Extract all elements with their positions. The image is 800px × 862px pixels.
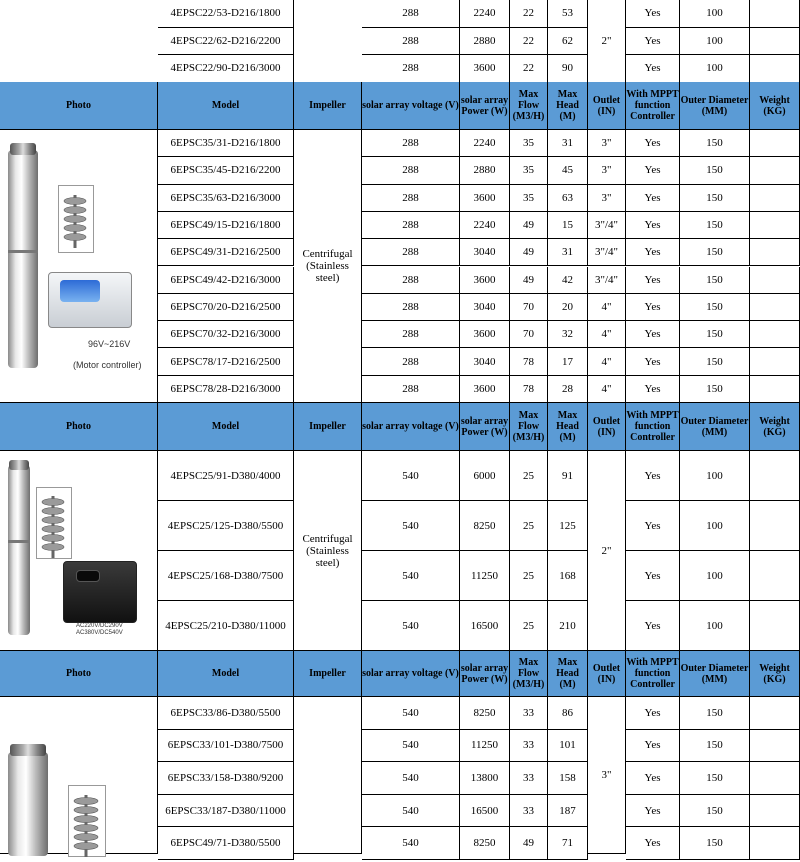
cell-model: 4EPSC25/91-D380/4000 xyxy=(158,451,294,501)
cell-power: 3600 xyxy=(460,321,510,348)
cell-power: 8250 xyxy=(460,827,510,860)
cell-weight xyxy=(750,551,800,601)
header-power: solar array Power (W) xyxy=(460,403,510,451)
cell-flow: 25 xyxy=(510,601,548,651)
cell-flow: 25 xyxy=(510,551,548,601)
cell-power: 3040 xyxy=(460,348,510,375)
header-power: solar array Power (W) xyxy=(460,651,510,697)
cell-weight xyxy=(750,601,800,651)
cell-diameter: 150 xyxy=(680,348,750,375)
cell-model: 6EPSC33/86-D380/5500 xyxy=(158,697,294,730)
cell-head: 15 xyxy=(548,212,588,239)
cell-power: 16500 xyxy=(460,601,510,651)
cell-weight xyxy=(750,795,800,828)
vfd-voltage-label: AC220V/DC290V AC380V/DC540V xyxy=(76,623,123,636)
cell-diameter: 150 xyxy=(680,130,750,157)
cell-flow: 49 xyxy=(510,239,548,266)
cell-diameter: 100 xyxy=(680,451,750,501)
cell-mppt: Yes xyxy=(626,451,680,501)
cell-voltage: 288 xyxy=(362,376,460,403)
cell-weight xyxy=(750,321,800,348)
cell-voltage: 540 xyxy=(362,730,460,763)
pump-image xyxy=(8,150,38,368)
cell-outlet: 3" xyxy=(588,130,626,157)
cell-head: 158 xyxy=(548,762,588,795)
header-voltage: solar array voltage (V) xyxy=(362,82,460,130)
cell-diameter: 150 xyxy=(680,321,750,348)
cell-model: 6EPSC49/71-D380/5500 xyxy=(158,827,294,860)
cell-model: 6EPSC70/32-D216/3000 xyxy=(158,321,294,348)
cell-head: 17 xyxy=(548,348,588,375)
cell-flow: 70 xyxy=(510,294,548,321)
cell-mppt: Yes xyxy=(626,157,680,184)
cell-diameter: 150 xyxy=(680,827,750,860)
pump-cap xyxy=(10,143,36,155)
cell-model: 6EPSC78/28-D216/3000 xyxy=(158,376,294,403)
cell-head: 32 xyxy=(548,321,588,348)
cell-power: 2880 xyxy=(460,28,510,56)
cell-mppt: Yes xyxy=(626,501,680,551)
cell-power: 3600 xyxy=(460,55,510,83)
header-mppt: With MPPT function Controller xyxy=(626,651,680,697)
cell-flow: 33 xyxy=(510,762,548,795)
cell-flow: 33 xyxy=(510,697,548,730)
cell-outlet: 3"/4" xyxy=(588,267,626,294)
cell-voltage: 288 xyxy=(362,267,460,294)
cell-head: 45 xyxy=(548,157,588,184)
photo-caption: (Motor controller) xyxy=(73,360,142,370)
cell-model: 4EPSC25/168-D380/7500 xyxy=(158,551,294,601)
cell-flow: 22 xyxy=(510,0,548,28)
cell-diameter: 100 xyxy=(680,55,750,83)
header-model: Model xyxy=(158,651,294,697)
controller-screen xyxy=(60,280,100,302)
cell-diameter: 150 xyxy=(680,212,750,239)
header-head: Max Head (M) xyxy=(548,403,588,451)
cell-flow: 25 xyxy=(510,501,548,551)
cell-diameter: 150 xyxy=(680,762,750,795)
cell-impeller: Centrifugal (Stainless steel) xyxy=(294,130,362,403)
cell-head: 90 xyxy=(548,55,588,83)
cell-head: 125 xyxy=(548,501,588,551)
cell-power: 3600 xyxy=(460,376,510,403)
header-weight: Weight (KG) xyxy=(750,403,800,451)
cell-head: 63 xyxy=(548,185,588,212)
cell-mppt: Yes xyxy=(626,321,680,348)
cell-power: 3040 xyxy=(460,239,510,266)
cell-flow: 49 xyxy=(510,827,548,860)
cell-mppt: Yes xyxy=(626,697,680,730)
cell-mppt: Yes xyxy=(626,212,680,239)
cell-diameter: 150 xyxy=(680,795,750,828)
header-voltage: solar array voltage (V) xyxy=(362,403,460,451)
cell-diameter: 150 xyxy=(680,697,750,730)
pump-band xyxy=(8,540,30,543)
cell-flow: 25 xyxy=(510,451,548,501)
cell-head: 210 xyxy=(548,601,588,651)
pump-image xyxy=(8,752,48,856)
header-flow: Max Flow (M3/H) xyxy=(510,82,548,130)
cell-power: 13800 xyxy=(460,762,510,795)
cell-diameter: 150 xyxy=(680,376,750,403)
cell-weight xyxy=(750,348,800,375)
cell-outlet: 4" xyxy=(588,348,626,375)
cell-voltage: 288 xyxy=(362,348,460,375)
cell-head: 62 xyxy=(548,28,588,56)
cell-outlet: 4" xyxy=(588,294,626,321)
cell-model: 6EPSC78/17-D216/2500 xyxy=(158,348,294,375)
cell-mppt: Yes xyxy=(626,762,680,795)
header-outlet: Outlet (IN) xyxy=(588,403,626,451)
cell-mppt: Yes xyxy=(626,795,680,828)
cell-head: 86 xyxy=(548,697,588,730)
cell-mppt: Yes xyxy=(626,55,680,83)
cell-diameter: 150 xyxy=(680,185,750,212)
cell-model: 4EPSC25/125-D380/5500 xyxy=(158,501,294,551)
cell-head: 31 xyxy=(548,239,588,266)
header-weight: Weight (KG) xyxy=(750,651,800,697)
cell-voltage: 288 xyxy=(362,239,460,266)
pump-image xyxy=(8,465,30,635)
header-impeller: Impeller xyxy=(294,651,362,697)
cell-weight xyxy=(750,0,800,28)
cell-voltage: 540 xyxy=(362,697,460,730)
cell-power: 2240 xyxy=(460,212,510,239)
cell-mppt: Yes xyxy=(626,376,680,403)
cell-mppt: Yes xyxy=(626,185,680,212)
cell-head: 168 xyxy=(548,551,588,601)
cell-model: 4EPSC25/210-D380/11000 xyxy=(158,601,294,651)
cell-model: 4EPSC22/90-D216/3000 xyxy=(158,55,294,83)
cell-diameter: 150 xyxy=(680,239,750,266)
cell-weight xyxy=(750,28,800,56)
cell-mppt: Yes xyxy=(626,0,680,28)
cell-head: 91 xyxy=(548,451,588,501)
cell-voltage: 288 xyxy=(362,212,460,239)
cell-flow: 70 xyxy=(510,321,548,348)
cell-voltage: 540 xyxy=(362,827,460,860)
cell-weight xyxy=(750,55,800,83)
cell-model: 6EPSC33/158-D380/9200 xyxy=(158,762,294,795)
cell-mppt: Yes xyxy=(626,730,680,763)
controller-voltage-label: 96V~216V xyxy=(88,339,131,349)
header-outlet: Outlet (IN) xyxy=(588,82,626,130)
header-flow: Max Flow (M3/H) xyxy=(510,403,548,451)
cell-voltage: 540 xyxy=(362,551,460,601)
header-flow: Max Flow (M3/H) xyxy=(510,651,548,697)
cell-voltage: 288 xyxy=(362,0,460,28)
cell-weight xyxy=(750,130,800,157)
header-model: Model xyxy=(158,82,294,130)
cell-weight xyxy=(750,376,800,403)
cell-head: 101 xyxy=(548,730,588,763)
cell-diameter: 100 xyxy=(680,601,750,651)
cell-flow: 33 xyxy=(510,795,548,828)
cell-voltage: 288 xyxy=(362,55,460,83)
cell-model: 6EPSC33/187-D380/11000 xyxy=(158,795,294,828)
cell-diameter: 150 xyxy=(680,157,750,184)
cell-head: 71 xyxy=(548,827,588,860)
cell-power: 16500 xyxy=(460,795,510,828)
cell-model: 6EPSC35/63-D216/3000 xyxy=(158,185,294,212)
impeller-icon xyxy=(41,496,65,558)
cell-model: 6EPSC33/101-D380/7500 xyxy=(158,730,294,763)
cell-head: 42 xyxy=(548,267,588,294)
cell-diameter: 100 xyxy=(680,28,750,56)
cell-voltage: 288 xyxy=(362,294,460,321)
cell-voltage: 288 xyxy=(362,185,460,212)
header-power: solar array Power (W) xyxy=(460,82,510,130)
cell-power: 11250 xyxy=(460,730,510,763)
cell-outlet-merged: 2" xyxy=(588,0,626,83)
cell-outlet: 3" xyxy=(588,185,626,212)
cell-flow: 49 xyxy=(510,212,548,239)
cell-weight xyxy=(750,730,800,763)
cell-power: 2240 xyxy=(460,0,510,28)
cell-head: 28 xyxy=(548,376,588,403)
cell-model: 4EPSC22/62-D216/2200 xyxy=(158,28,294,56)
cell-weight xyxy=(750,697,800,730)
cell-voltage: 540 xyxy=(362,451,460,501)
pump-cap xyxy=(10,744,46,756)
cell-power: 3600 xyxy=(460,185,510,212)
cell-mppt: Yes xyxy=(626,267,680,294)
vfd-controller-image xyxy=(63,561,137,623)
cell-flow: 35 xyxy=(510,130,548,157)
header-diameter: Outer Diameter (MM) xyxy=(680,651,750,697)
cell-impeller: Centrifugal (Stainless steel) xyxy=(294,451,362,651)
cell-outlet-merged: 2" xyxy=(588,451,626,651)
cell-flow: 78 xyxy=(510,348,548,375)
cell-weight xyxy=(750,762,800,795)
cell-voltage: 288 xyxy=(362,157,460,184)
cell-voltage: 540 xyxy=(362,501,460,551)
cell-head: 187 xyxy=(548,795,588,828)
cell-flow: 78 xyxy=(510,376,548,403)
vfd-display xyxy=(76,570,100,582)
cell-weight xyxy=(750,157,800,184)
cell-diameter: 100 xyxy=(680,551,750,601)
header-diameter: Outer Diameter (MM) xyxy=(680,82,750,130)
cell-voltage: 288 xyxy=(362,130,460,157)
cell-mppt: Yes xyxy=(626,130,680,157)
header-photo: Photo xyxy=(0,403,158,451)
cell-model: 6EPSC49/42-D216/3000 xyxy=(158,267,294,294)
header-voltage: solar array voltage (V) xyxy=(362,651,460,697)
cell-outlet-merged: 3" xyxy=(588,697,626,854)
cell-power: 11250 xyxy=(460,551,510,601)
cell-diameter: 150 xyxy=(680,294,750,321)
header-head: Max Head (M) xyxy=(548,651,588,697)
header-mppt: With MPPT function Controller xyxy=(626,82,680,130)
pump-band xyxy=(8,250,38,253)
header-impeller: Impeller xyxy=(294,82,362,130)
cell-power: 3600 xyxy=(460,267,510,294)
cell-flow: 49 xyxy=(510,267,548,294)
cell-power: 8250 xyxy=(460,501,510,551)
cell-power: 3040 xyxy=(460,294,510,321)
cell-model: 6EPSC49/31-D216/2500 xyxy=(158,239,294,266)
impeller-icon xyxy=(63,195,87,248)
cell-weight xyxy=(750,185,800,212)
cell-weight xyxy=(750,212,800,239)
cell-weight xyxy=(750,294,800,321)
cell-flow: 22 xyxy=(510,55,548,83)
cell-outlet: 3" xyxy=(588,157,626,184)
cell-model: 6EPSC70/20-D216/2500 xyxy=(158,294,294,321)
cell-outlet: 3"/4" xyxy=(588,212,626,239)
cell-head: 31 xyxy=(548,130,588,157)
cell-model: 6EPSC35/31-D216/1800 xyxy=(158,130,294,157)
cell-voltage: 540 xyxy=(362,795,460,828)
cell-impeller-empty xyxy=(294,697,362,854)
header-weight: Weight (KG) xyxy=(750,82,800,130)
cell-model: 4EPSC22/53-D216/1800 xyxy=(158,0,294,28)
cell-mppt: Yes xyxy=(626,551,680,601)
cell-head: 53 xyxy=(548,0,588,28)
cell-diameter: 150 xyxy=(680,267,750,294)
cell-weight xyxy=(750,267,800,294)
header-head: Max Head (M) xyxy=(548,82,588,130)
cell-voltage: 540 xyxy=(362,601,460,651)
cell-model: 6EPSC35/45-D216/2200 xyxy=(158,157,294,184)
header-outlet: Outlet (IN) xyxy=(588,651,626,697)
header-photo: Photo xyxy=(0,651,158,697)
cell-power: 8250 xyxy=(460,697,510,730)
cell-mppt: Yes xyxy=(626,294,680,321)
cell-voltage: 540 xyxy=(362,762,460,795)
cell-voltage: 288 xyxy=(362,28,460,56)
cell-head: 20 xyxy=(548,294,588,321)
cell-outlet: 4" xyxy=(588,376,626,403)
cell-voltage: 288 xyxy=(362,321,460,348)
cell-flow: 22 xyxy=(510,28,548,56)
cell-weight xyxy=(750,451,800,501)
cell-mppt: Yes xyxy=(626,827,680,860)
cell-flow: 35 xyxy=(510,157,548,184)
cell-weight xyxy=(750,827,800,860)
cell-flow: 35 xyxy=(510,185,548,212)
cell-flow: 33 xyxy=(510,730,548,763)
cell-mppt: Yes xyxy=(626,239,680,266)
cell-model: 6EPSC49/15-D216/1800 xyxy=(158,212,294,239)
impeller-icon xyxy=(73,795,99,857)
cell-diameter: 100 xyxy=(680,501,750,551)
header-mppt: With MPPT function Controller xyxy=(626,403,680,451)
cell-power: 2880 xyxy=(460,157,510,184)
header-model: Model xyxy=(158,403,294,451)
cell-mppt: Yes xyxy=(626,348,680,375)
cell-mppt: Yes xyxy=(626,28,680,56)
header-diameter: Outer Diameter (MM) xyxy=(680,403,750,451)
cell-power: 2240 xyxy=(460,130,510,157)
cell-power: 6000 xyxy=(460,451,510,501)
cell-outlet: 3"/4" xyxy=(588,239,626,266)
header-photo: Photo xyxy=(0,82,158,130)
pump-cap xyxy=(9,460,29,470)
cell-diameter: 100 xyxy=(680,0,750,28)
cell-outlet: 4" xyxy=(588,321,626,348)
cell-diameter: 150 xyxy=(680,730,750,763)
header-impeller: Impeller xyxy=(294,403,362,451)
cell-weight xyxy=(750,501,800,551)
cell-mppt: Yes xyxy=(626,601,680,651)
cell-weight xyxy=(750,239,800,266)
